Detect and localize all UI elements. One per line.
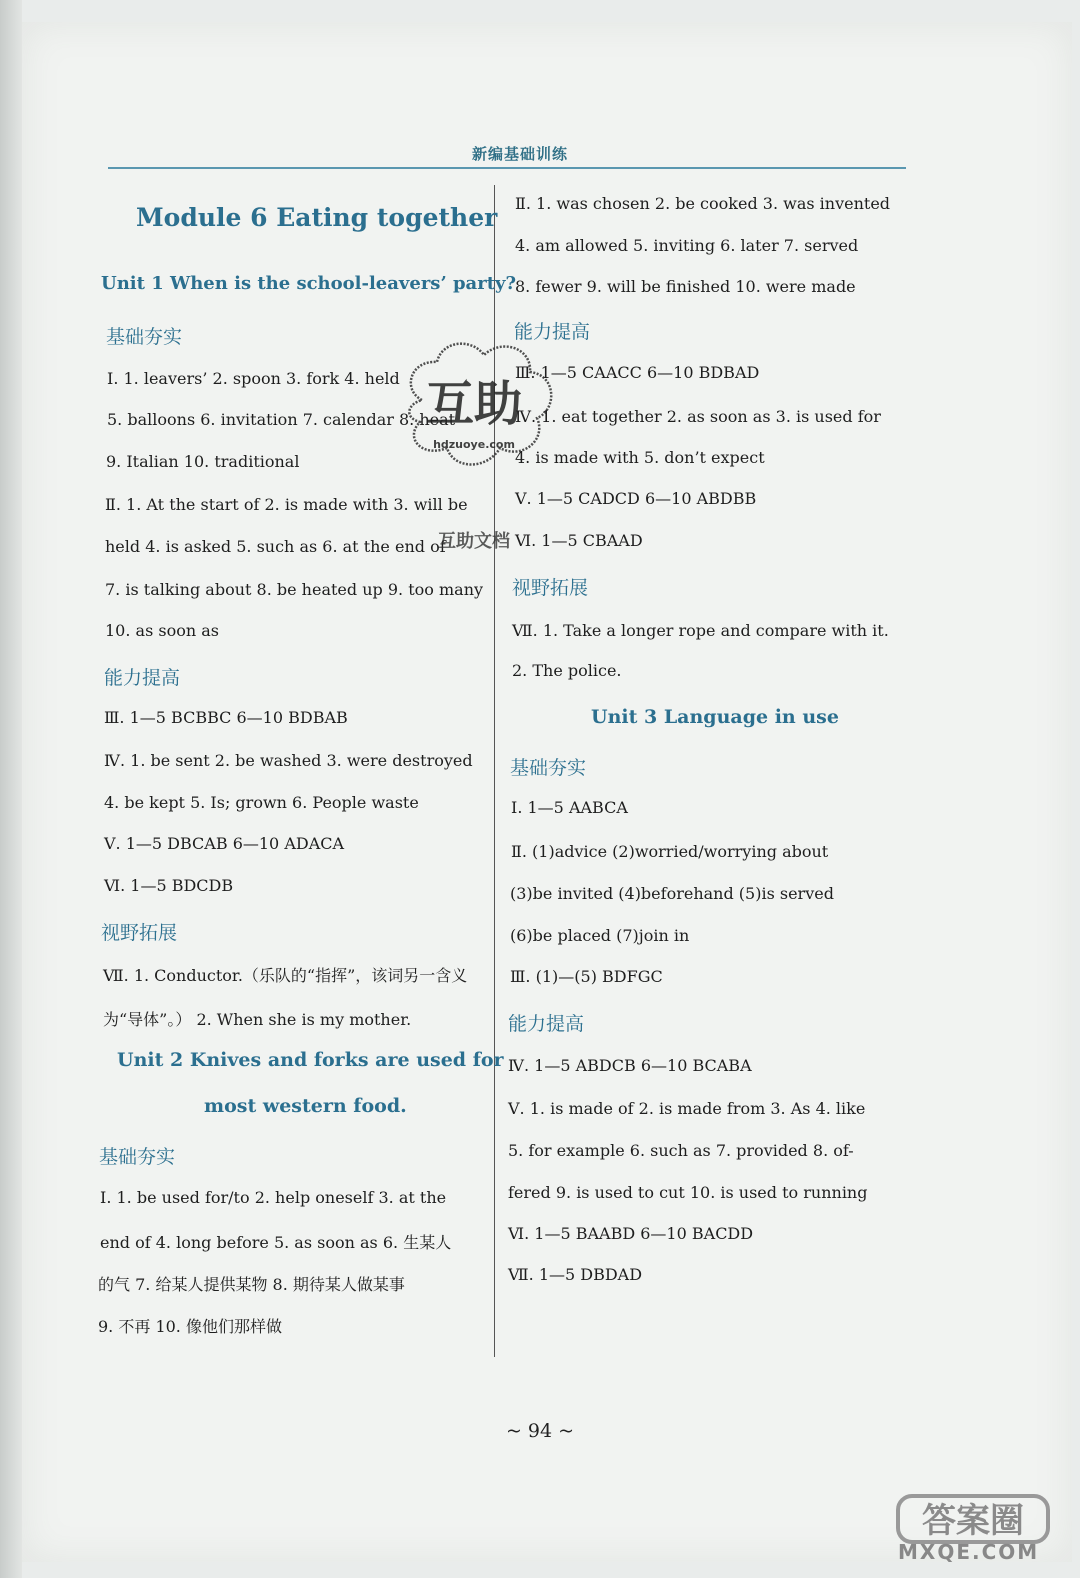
answer-line: Ⅴ. 1. is made of 2. is made from 3. As 4. like	[508, 1099, 866, 1118]
answer-line: Ⅵ. 1—5 BDCDB	[104, 876, 234, 895]
answer-line: 4. be kept 5. Is; grown 6. People waste	[104, 793, 419, 812]
answer-line: Ⅳ. 1—5 ABDCB 6—10 BCABA	[508, 1056, 752, 1075]
corner-logo-sub: MXQE.COM	[898, 1540, 1040, 1564]
answer-line: Ⅲ. 1—5 CAACC 6—10 BDBAD	[515, 363, 760, 382]
answer-line: Ⅰ. 1. leavers’ 2. spoon 3. fork 4. held	[107, 369, 400, 388]
answer-line: 9. Italian 10. traditional	[106, 452, 300, 471]
module-title: Module 6 Eating together	[136, 203, 498, 232]
answer-line: Ⅲ. (1)—(5) BDFGC	[510, 967, 663, 986]
answer-line: end of 4. long before 5. as soon as 6. 生某人	[100, 1233, 452, 1252]
answer-line: fered 9. is used to cut 10. is used to running	[508, 1183, 868, 1202]
answer-line: Ⅶ. 1—5 DBDAD	[508, 1265, 643, 1284]
answer-line: 为“导体”。） 2. When she is my mother.	[103, 1010, 412, 1029]
watermark-doc-text: 互助文档	[438, 531, 510, 552]
header-title: 新编基础训练	[471, 145, 568, 163]
answer-line: Ⅱ. (1)advice (2)worried/worrying about	[511, 842, 829, 861]
answer-line: Ⅲ. 1—5 BCBBC 6—10 BDBAB	[104, 708, 348, 727]
answer-line: Ⅵ. 1—5 BAABD 6—10 BACDD	[508, 1224, 754, 1243]
section-improve-2: 能力提高	[514, 321, 591, 343]
corner-logo-text: 答案圈	[922, 1501, 1024, 1541]
section-expand-1: 视野拓展	[101, 922, 178, 944]
unit3-title: Unit 3 Language in use	[591, 706, 839, 728]
answer-line: (6)be placed (7)join in	[510, 926, 690, 945]
answer-line: Ⅵ. 1—5 CBAAD	[515, 531, 643, 550]
answer-line: 7. is talking about 8. be heated up 9. too many	[105, 580, 484, 599]
section-basic-1: 基础夯实	[106, 326, 183, 348]
answer-line: held 4. is asked 5. such as 6. at the end of	[105, 537, 446, 556]
answer-line: Ⅴ. 1—5 CADCD 6—10 ABDBB	[515, 489, 757, 508]
answer-line: Ⅱ. 1. was chosen 2. be cooked 3. was invented	[515, 194, 891, 213]
section-improve-1: 能力提高	[104, 667, 181, 689]
section-basic-3: 基础夯实	[510, 757, 587, 779]
answer-line: 5. for example 6. such as 7. provided 8. of-	[508, 1141, 854, 1160]
answer-line: (3)be invited (4)beforehand (5)is served	[510, 884, 834, 903]
answer-line: 2. The police.	[512, 661, 622, 680]
answer-line: Ⅳ. 1. be sent 2. be washed 3. were destroyed	[104, 751, 473, 770]
answer-line: Ⅶ. 1. Take a longer rope and compare with it.	[512, 621, 889, 640]
answer-line: 5. balloons 6. invitation 7. calendar 8. heat	[107, 410, 456, 429]
unit2-title-cont: most western food.	[204, 1095, 407, 1117]
answer-line: 的气 7. 给某人提供某物 8. 期待某人做某事	[98, 1275, 405, 1294]
section-expand-2: 视野拓展	[512, 577, 589, 599]
answer-line: 4. is made with 5. don’t expect	[515, 448, 765, 467]
answer-line: 8. fewer 9. will be finished 10. were made	[515, 277, 856, 296]
header-rule	[108, 167, 906, 169]
section-basic-2: 基础夯实	[99, 1146, 176, 1168]
answer-line: Ⅴ. 1—5 DBCAB 6—10 ADACA	[104, 834, 345, 853]
unit2-title: Unit 2 Knives and forks are used for	[117, 1049, 504, 1071]
answer-line: Ⅰ. 1—5 AABCA	[511, 798, 628, 817]
answer-line: 4. am allowed 5. inviting 6. later 7. served	[515, 236, 859, 255]
answer-line: Ⅶ. 1. Conductor.（乐队的“指挥”，该词另一含义	[103, 966, 468, 985]
answer-line: Ⅳ. 1. eat together 2. as soon as 3. is used for	[515, 407, 881, 426]
answer-line: 10. as soon as	[105, 621, 219, 640]
answer-line: 9. 不再 10. 像他们那样做	[98, 1317, 282, 1336]
book-spine-shadow	[0, 0, 22, 1578]
stamp-url: hdzuoye.com	[433, 438, 515, 451]
section-improve-3: 能力提高	[508, 1013, 585, 1035]
page-number: ~ 94 ~	[505, 1420, 575, 1442]
stamp-text: 互助	[425, 376, 523, 432]
answer-line: Ⅰ. 1. be used for/to 2. help oneself 3. at the	[100, 1188, 447, 1207]
unit1-title: Unit 1 When is the school-leavers’ party?	[101, 273, 517, 294]
watermark-stamp	[392, 330, 562, 480]
answer-line: Ⅱ. 1. At the start of 2. is made with 3. will be	[105, 495, 468, 514]
